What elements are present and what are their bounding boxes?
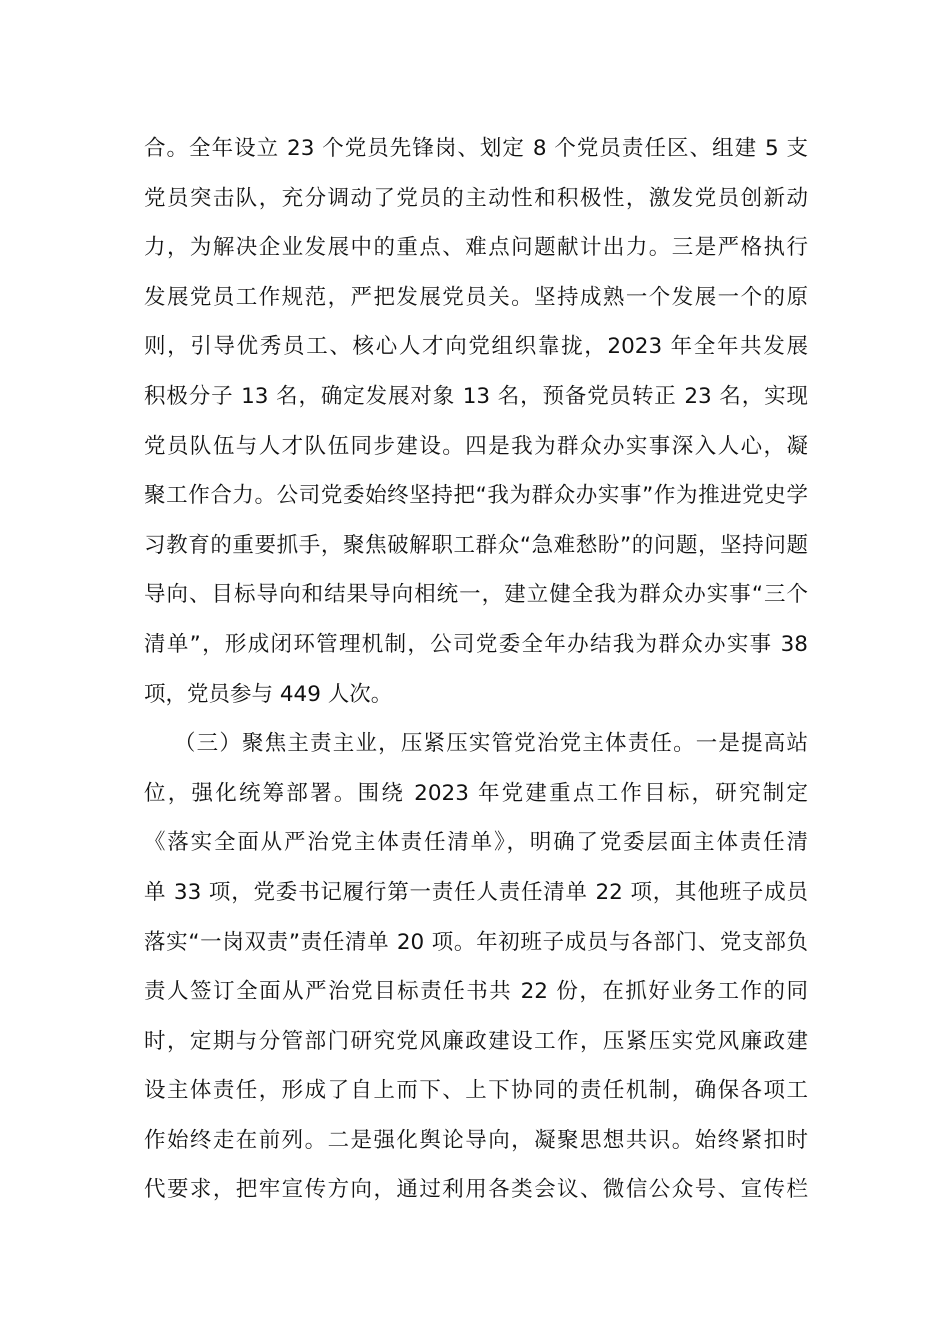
text-line: 积极分子 13 名，确定发展对象 13 名，预备党员转正 23 名，实现: [144, 383, 808, 409]
text-line: 位，强化统筹部署。围绕 2023 年党建重点工作目标，研究制定: [144, 780, 808, 806]
text-line: 发展党员工作规范，严把发展党员关。坚持成熟一个发展一个的原: [144, 284, 808, 310]
text-line: 单 33 项，党委书记履行第一责任人责任清单 22 项，其他班子成员: [144, 879, 808, 905]
text-line: 时，定期与分管部门研究党风廉政建设工作，压紧压实党风廉政建: [144, 1028, 808, 1054]
text-line: 党员队伍与人才队伍同步建设。四是我为群众办实事深入人心，凝: [144, 433, 808, 459]
text-line: 清单”，形成闭环管理机制，公司党委全年办结我为群众办实事 38: [144, 631, 808, 657]
text-line: 则，引导优秀员工、核心人才向党组织靠拢，2023 年全年共发展: [144, 334, 808, 360]
text-line: 聚工作合力。公司党委始终坚持把“我为群众办实事”作为推进党史学: [144, 483, 808, 509]
text-line: 力，为解决企业发展中的重点、难点问题献计出力。三是严格执行: [144, 235, 808, 261]
text-line: 作始终走在前列。二是强化舆论导向，凝聚思想共识。始终紧扣时: [144, 1127, 808, 1153]
text-line: 责人签订全面从严治党目标责任书共 22 份，在抓好业务工作的同: [144, 979, 808, 1005]
text-line: 代要求，把牢宣传方向，通过利用各类会议、微信公众号、宣传栏: [144, 1177, 808, 1203]
text-line: 合。全年设立 23 个党员先锋岗、划定 8 个党员责任区、组建 5 支: [144, 136, 808, 161]
text-line: 设主体责任，形成了自上而下、上下协同的责任机制，确保各项工: [144, 1078, 808, 1104]
text-line: 项，党员参与 449 人次。: [144, 681, 393, 707]
text-line: 《落实全面从严治党主体责任清单》，明确了党委层面主体责任清: [144, 830, 808, 856]
paragraph-first-line: （三）聚焦主责主业，压紧压实管党治党主体责任。一是提高站: [174, 731, 808, 757]
document-body: [144, 124, 808, 1215]
text-line: 导向、目标导向和结果导向相统一，建立健全我为群众办实事“三个: [144, 582, 808, 608]
text-line: 落实“一岗双责”责任清单 20 项。年初班子成员与各部门、党支部负: [144, 929, 808, 955]
text-line: 党员突击队，充分调动了党员的主动性和积极性，激发党员创新动: [144, 185, 808, 211]
text-line: 习教育的重要抓手，聚焦破解职工群众“急难愁盼”的问题，坚持问题: [144, 532, 808, 558]
